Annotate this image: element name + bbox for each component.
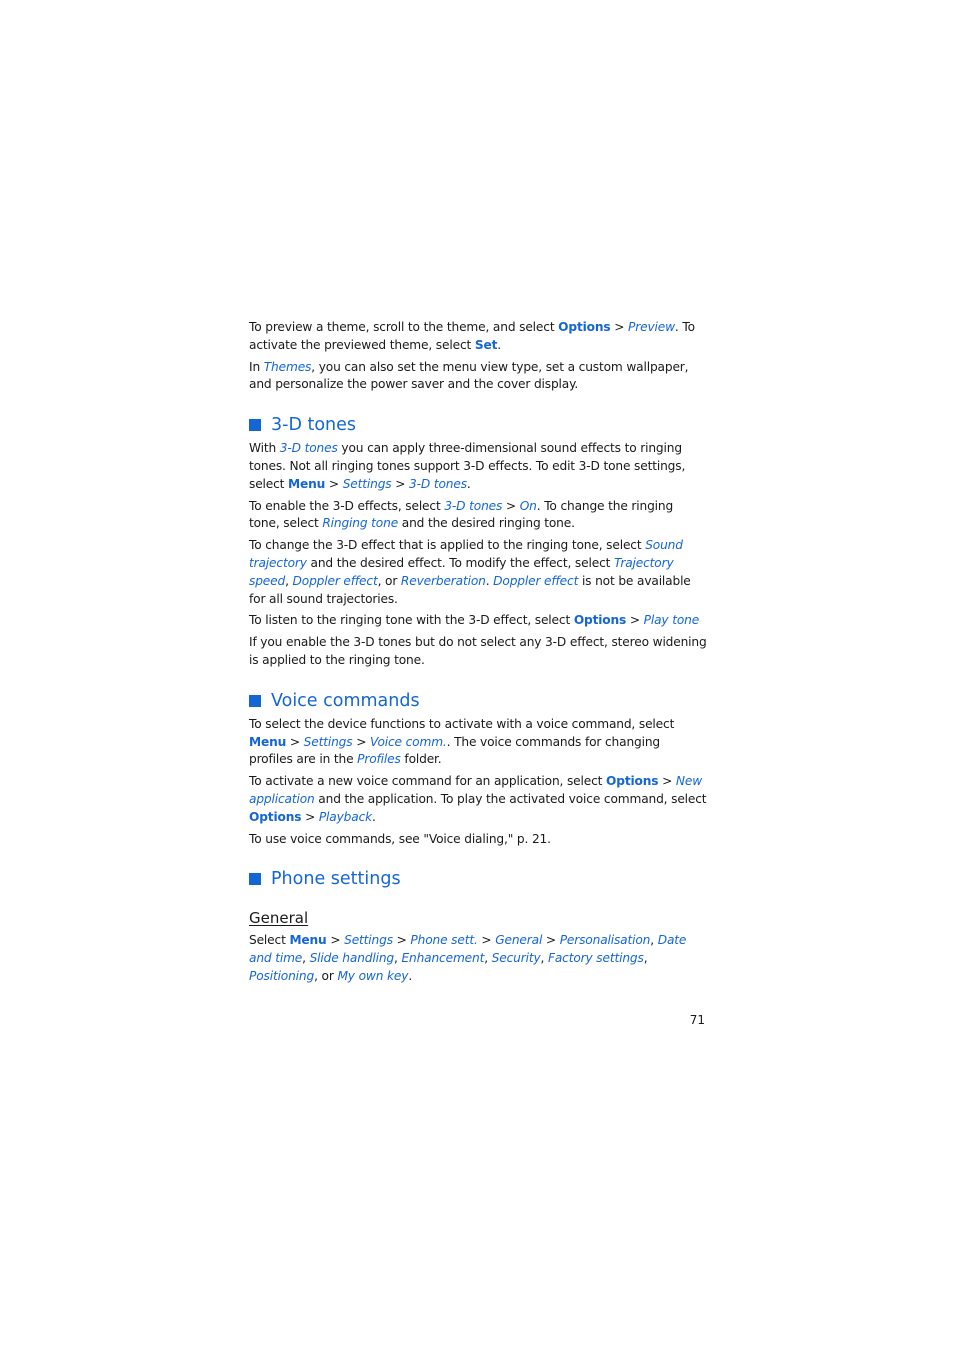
- subheading-general: General: [249, 909, 309, 928]
- menu-option: Positioning: [249, 968, 315, 983]
- menu-option: Date and time: [249, 933, 687, 966]
- menu-option: Phone sett.: [410, 933, 478, 948]
- intro-paragraph-preview: To preview a theme, scroll to the theme, and select Options > Preview. To activate the previewed theme, select Set.: [249, 320, 695, 352]
- section-heading-3d-tones: 3-D tones: [249, 414, 707, 436]
- menu-option: Slide handling: [309, 951, 394, 966]
- menu-option: Reverberation: [400, 573, 486, 588]
- menu-option: Preview: [628, 320, 675, 334]
- square-bullet-icon: [249, 873, 261, 885]
- voice-paragraph-select: To select the device functions to activate with a voice command, select Menu > Settings > Voice comm.. The voice commands for changing profiles are in the Profiles folder.: [249, 716, 675, 767]
- tones-paragraph-effect: To change the 3-D effect that is applied to the ringing tone, select Sound trajectory and the desired effect. To modify the effect, select Trajectory speed, Doppler effect, or Reverberation. Doppler effect is not be available for all sound trajectories.: [249, 538, 691, 606]
- menu-option: New application: [249, 774, 703, 806]
- menu-option: On: [519, 498, 537, 513]
- page-number: 71: [689, 1013, 705, 1027]
- intro-paragraph-themes: In Themes, you can also set the menu view type, set a custom wallpaper, and personalize the power saver and the cover display.: [249, 359, 689, 392]
- menu-term: Options: [606, 774, 659, 789]
- menu-term: Options: [558, 320, 611, 334]
- menu-option: Settings: [344, 933, 393, 948]
- menu-option: Trajectory speed: [249, 555, 674, 588]
- menu-option: 3-D tones: [279, 441, 338, 456]
- menu-option: Voice comm.: [369, 734, 447, 749]
- menu-option: General: [495, 933, 543, 948]
- menu-term: Set: [474, 337, 498, 352]
- tones-paragraph-intro: With 3-D tones you can apply three-dimensional sound effects to ringing tones. Not all ringing tones support 3-D effects. To edit 3-D tone settings, select Menu > Settings > 3-D tones.: [249, 441, 686, 491]
- page-content: [249, 319, 707, 990]
- menu-option: Personalisation: [559, 933, 651, 948]
- menu-term: Menu: [288, 476, 326, 491]
- square-bullet-icon: [249, 695, 261, 707]
- menu-option: 3-D tones: [444, 498, 503, 513]
- menu-option: Enhancement: [401, 951, 485, 966]
- menu-term: Menu: [249, 734, 287, 749]
- section-heading-voice-commands: Voice commands: [249, 690, 707, 712]
- menu-option: Doppler effect: [292, 573, 378, 588]
- section-heading-phone-settings: Phone settings: [249, 868, 707, 890]
- menu-option: Playback: [318, 809, 373, 824]
- menu-option: Play tone: [643, 613, 700, 628]
- voice-paragraph-reference: To use voice commands, see "Voice dialing," p. 21.: [249, 831, 551, 846]
- menu-option: Factory settings: [547, 951, 644, 966]
- menu-option: My own key: [337, 968, 409, 983]
- tones-paragraph-listen: To listen to the ringing tone with the 3-D effect, select Options > Play tone: [249, 613, 700, 628]
- voice-paragraph-activate: To activate a new voice command for an application, select Options > New application and the application. To play the activated voice command, select Options > Playback.: [249, 774, 707, 824]
- menu-option: 3-D tones: [409, 476, 467, 491]
- menu-option: Profiles: [357, 752, 401, 767]
- menu-option: Settings: [303, 734, 353, 749]
- menu-option: Sound trajectory: [249, 538, 683, 570]
- menu-option: Themes: [263, 359, 312, 374]
- menu-option: Doppler effect: [493, 573, 579, 588]
- phone-paragraph-general: Select Menu > Settings > Phone sett. > General > Personalisation, Date and time, Slide handling, Enhancement, Security, Factory settings, Positioning, or My own key.: [249, 933, 687, 983]
- square-bullet-icon: [249, 419, 261, 431]
- menu-option: Ringing tone: [322, 516, 399, 531]
- menu-option: Security: [491, 951, 541, 966]
- menu-term: Options: [249, 809, 302, 824]
- tones-paragraph-enable: To enable the 3-D effects, select 3-D tones > On. To change the ringing tone, select Ringing tone and the desired ringing tone.: [249, 498, 674, 531]
- menu-option: Settings: [342, 476, 392, 491]
- menu-term: Menu: [289, 933, 327, 948]
- tones-paragraph-stereo: If you enable the 3-D tones but do not select any 3-D effect, stereo widening is applied to the ringing tone.: [249, 635, 707, 667]
- menu-term: Options: [573, 613, 627, 628]
